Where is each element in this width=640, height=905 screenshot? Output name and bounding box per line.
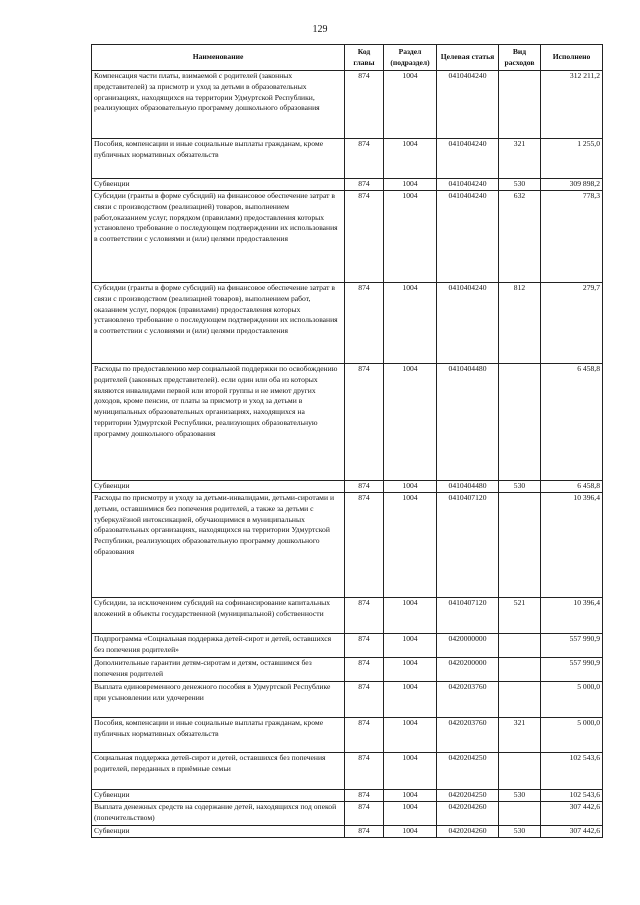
row-article: 0420204260 xyxy=(437,802,499,826)
row-chapter: 874 xyxy=(345,802,384,826)
row-expense-type: 321 xyxy=(499,139,541,179)
table-row xyxy=(92,658,603,682)
row-name: Субвенции xyxy=(92,481,345,493)
row-chapter: 874 xyxy=(345,71,384,139)
row-name: Субвенции xyxy=(92,179,345,191)
row-article: 0410404240 xyxy=(437,179,499,191)
row-section: 1004 xyxy=(384,283,437,364)
row-chapter: 874 xyxy=(345,191,384,283)
row-article: 0420204250 xyxy=(437,790,499,802)
row-executed: 307 442,6 xyxy=(541,802,603,826)
row-chapter: 874 xyxy=(345,598,384,634)
row-expense-type xyxy=(499,682,541,718)
row-expense-type xyxy=(499,364,541,481)
header-expense-type: Вид расходов xyxy=(499,45,541,71)
table-row xyxy=(92,139,603,179)
table-row xyxy=(92,682,603,718)
row-executed: 309 898,2 xyxy=(541,179,603,191)
row-chapter: 874 xyxy=(345,682,384,718)
row-article: 0410407120 xyxy=(437,598,499,634)
row-chapter: 874 xyxy=(345,283,384,364)
row-name: Субсидии (гранты в форме субсидий) на финансовое обеспечение затрат в связи с производством (реализацией) товаров, выполнением работ,оказанием услуг, порядком (правилами) предоставления которых установлено требование о последующем подтверждении их использования в соответствии с условиями и (или) целями предоставления xyxy=(92,191,345,283)
table-row xyxy=(92,71,603,139)
row-name: Субвенции xyxy=(92,826,345,838)
table-row xyxy=(92,179,603,191)
table-row xyxy=(92,598,603,634)
row-expense-type: 521 xyxy=(499,598,541,634)
table-header-row xyxy=(92,45,603,71)
row-section: 1004 xyxy=(384,364,437,481)
row-name: Социальная поддержка детей-сирот и детей, оставшихся без попечения родителей, переданных в приёмные семьи xyxy=(92,753,345,790)
row-section: 1004 xyxy=(384,71,437,139)
row-article: 0420200000 xyxy=(437,658,499,682)
table-row xyxy=(92,753,603,790)
row-executed: 778,3 xyxy=(541,191,603,283)
row-name: Пособия, компенсации и иные социальные выплаты гражданам, кроме публичных нормативных обязательств xyxy=(92,718,345,753)
table-row xyxy=(92,493,603,598)
row-executed: 6 458,8 xyxy=(541,481,603,493)
row-chapter: 874 xyxy=(345,139,384,179)
row-expense-type: 632 xyxy=(499,191,541,283)
row-expense-type: 530 xyxy=(499,481,541,493)
row-executed: 557 990,9 xyxy=(541,658,603,682)
row-name: Выплата единовременного денежного пособия в Удмуртской Республике при усыновлении или удочерении xyxy=(92,682,345,718)
row-chapter: 874 xyxy=(345,753,384,790)
row-section: 1004 xyxy=(384,179,437,191)
row-article: 0420204250 xyxy=(437,753,499,790)
row-expense-type xyxy=(499,802,541,826)
row-name: Расходы по предоставлению мер социальной поддержки по освобождению родителей (законных представителей). если один или оба из которых являются инвалидами первой или второй группы и не имеют других доходов, кроме пенсии, от платы за присмотр и уход за детьми в муниципальных образовательных организациях, находящихся на территории Удмуртской Республики, реализующих образовательную программу дошкольного образования xyxy=(92,364,345,481)
row-article: 0410404240 xyxy=(437,71,499,139)
row-section: 1004 xyxy=(384,493,437,598)
row-article: 0410404480 xyxy=(437,364,499,481)
row-section: 1004 xyxy=(384,790,437,802)
row-name: Компенсация части платы, взимаемой с родителей (законных представителей) за присмотр и уход за детьми в образовательных организациях, находящихся на территории Удмуртской Республики, реализующих образовательную программу дошкольного образования xyxy=(92,71,345,139)
row-executed: 312 211,2 xyxy=(541,71,603,139)
row-expense-type: 321 xyxy=(499,718,541,753)
row-expense-type xyxy=(499,71,541,139)
row-chapter: 874 xyxy=(345,493,384,598)
row-chapter: 874 xyxy=(345,790,384,802)
row-article: 0410404240 xyxy=(437,139,499,179)
header-section: Раздел (подраздел) xyxy=(384,45,437,71)
row-chapter: 874 xyxy=(345,481,384,493)
row-chapter: 874 xyxy=(345,826,384,838)
table-row xyxy=(92,191,603,283)
row-article: 0420204260 xyxy=(437,826,499,838)
row-name: Субсидии, за исключением субсидий на софинансирование капитальных вложений в объекты государственной (муниципальной) собственности xyxy=(92,598,345,634)
row-article: 0410407120 xyxy=(437,493,499,598)
row-executed: 102 543,6 xyxy=(541,790,603,802)
table-row xyxy=(92,283,603,364)
row-article: 0410404240 xyxy=(437,283,499,364)
row-section: 1004 xyxy=(384,826,437,838)
row-executed: 1 255,0 xyxy=(541,139,603,179)
row-section: 1004 xyxy=(384,481,437,493)
row-name: Субвенции xyxy=(92,790,345,802)
row-section: 1004 xyxy=(384,802,437,826)
row-name: Пособия, компенсации и иные социальные выплаты гражданам, кроме публичных нормативных обязательств xyxy=(92,139,345,179)
row-expense-type xyxy=(499,634,541,658)
row-expense-type: 530 xyxy=(499,790,541,802)
row-article: 0420203760 xyxy=(437,718,499,753)
row-article: 0420000000 xyxy=(437,634,499,658)
row-executed: 10 396,4 xyxy=(541,493,603,598)
row-name: Подпрограмма «Социальная поддержка детей-сирот и детей, оставшихся без попечения родителей» xyxy=(92,634,345,658)
header-chapter-code: Код главы xyxy=(345,45,384,71)
row-executed: 6 458,8 xyxy=(541,364,603,481)
row-name: Субсидии (гранты в форме субсидий) на финансовое обеспечение затрат в связи с производством (реализацией товаров), выполнением работ, оказанием услуг, порядок (правилами) предоставления которых установлено требование о последующем подтверждении их использования в соответствии с условиями и (или) целями предоставления xyxy=(92,283,345,364)
header-name: Наименование xyxy=(92,45,345,71)
row-executed: 5 000,0 xyxy=(541,718,603,753)
row-executed: 5 000,0 xyxy=(541,682,603,718)
header-executed: Исполнено xyxy=(541,45,603,71)
budget-execution-table xyxy=(91,44,603,838)
row-executed: 102 543,6 xyxy=(541,753,603,790)
page-number: 129 xyxy=(312,24,328,35)
row-section: 1004 xyxy=(384,634,437,658)
header-article: Целевая статья xyxy=(437,45,499,71)
row-executed: 10 396,4 xyxy=(541,598,603,634)
row-chapter: 874 xyxy=(345,658,384,682)
row-expense-type: 530 xyxy=(499,179,541,191)
row-article: 0420203760 xyxy=(437,682,499,718)
row-section: 1004 xyxy=(384,658,437,682)
table-row xyxy=(92,802,603,826)
table-row xyxy=(92,718,603,753)
row-article: 0410404240 xyxy=(437,191,499,283)
table-row xyxy=(92,826,603,838)
row-name: Дополнительные гарантии детям-сиротам и детям, оставшимся без попечения родителей xyxy=(92,658,345,682)
row-executed: 307 442,6 xyxy=(541,826,603,838)
row-section: 1004 xyxy=(384,718,437,753)
row-name: Расходы по присмотру и уходу за детьми-инвалидами, детьми-сиротами и детьми, оставшимися без попечения родителей, а также за детьми с туберкулёзной интоксикацией, обучающимися в муниципальных образовательных организациях, находящихся на территории Удмуртской Республики, реализующих образовательную программу дошкольного образования xyxy=(92,493,345,598)
row-section: 1004 xyxy=(384,682,437,718)
row-expense-type: 530 xyxy=(499,826,541,838)
row-chapter: 874 xyxy=(345,718,384,753)
row-chapter: 874 xyxy=(345,179,384,191)
row-executed: 557 990,9 xyxy=(541,634,603,658)
row-name: Выплата денежных средств на содержание детей, находящихся под опекой (попечительством) xyxy=(92,802,345,826)
row-expense-type xyxy=(499,493,541,598)
row-expense-type: 812 xyxy=(499,283,541,364)
row-article: 0410404480 xyxy=(437,481,499,493)
row-expense-type xyxy=(499,658,541,682)
row-section: 1004 xyxy=(384,753,437,790)
table-row xyxy=(92,634,603,658)
row-expense-type xyxy=(499,753,541,790)
table-row xyxy=(92,364,603,481)
row-executed: 279,7 xyxy=(541,283,603,364)
table-row xyxy=(92,790,603,802)
table-row xyxy=(92,481,603,493)
row-chapter: 874 xyxy=(345,364,384,481)
row-chapter: 874 xyxy=(345,634,384,658)
row-section: 1004 xyxy=(384,191,437,283)
row-section: 1004 xyxy=(384,139,437,179)
row-section: 1004 xyxy=(384,598,437,634)
